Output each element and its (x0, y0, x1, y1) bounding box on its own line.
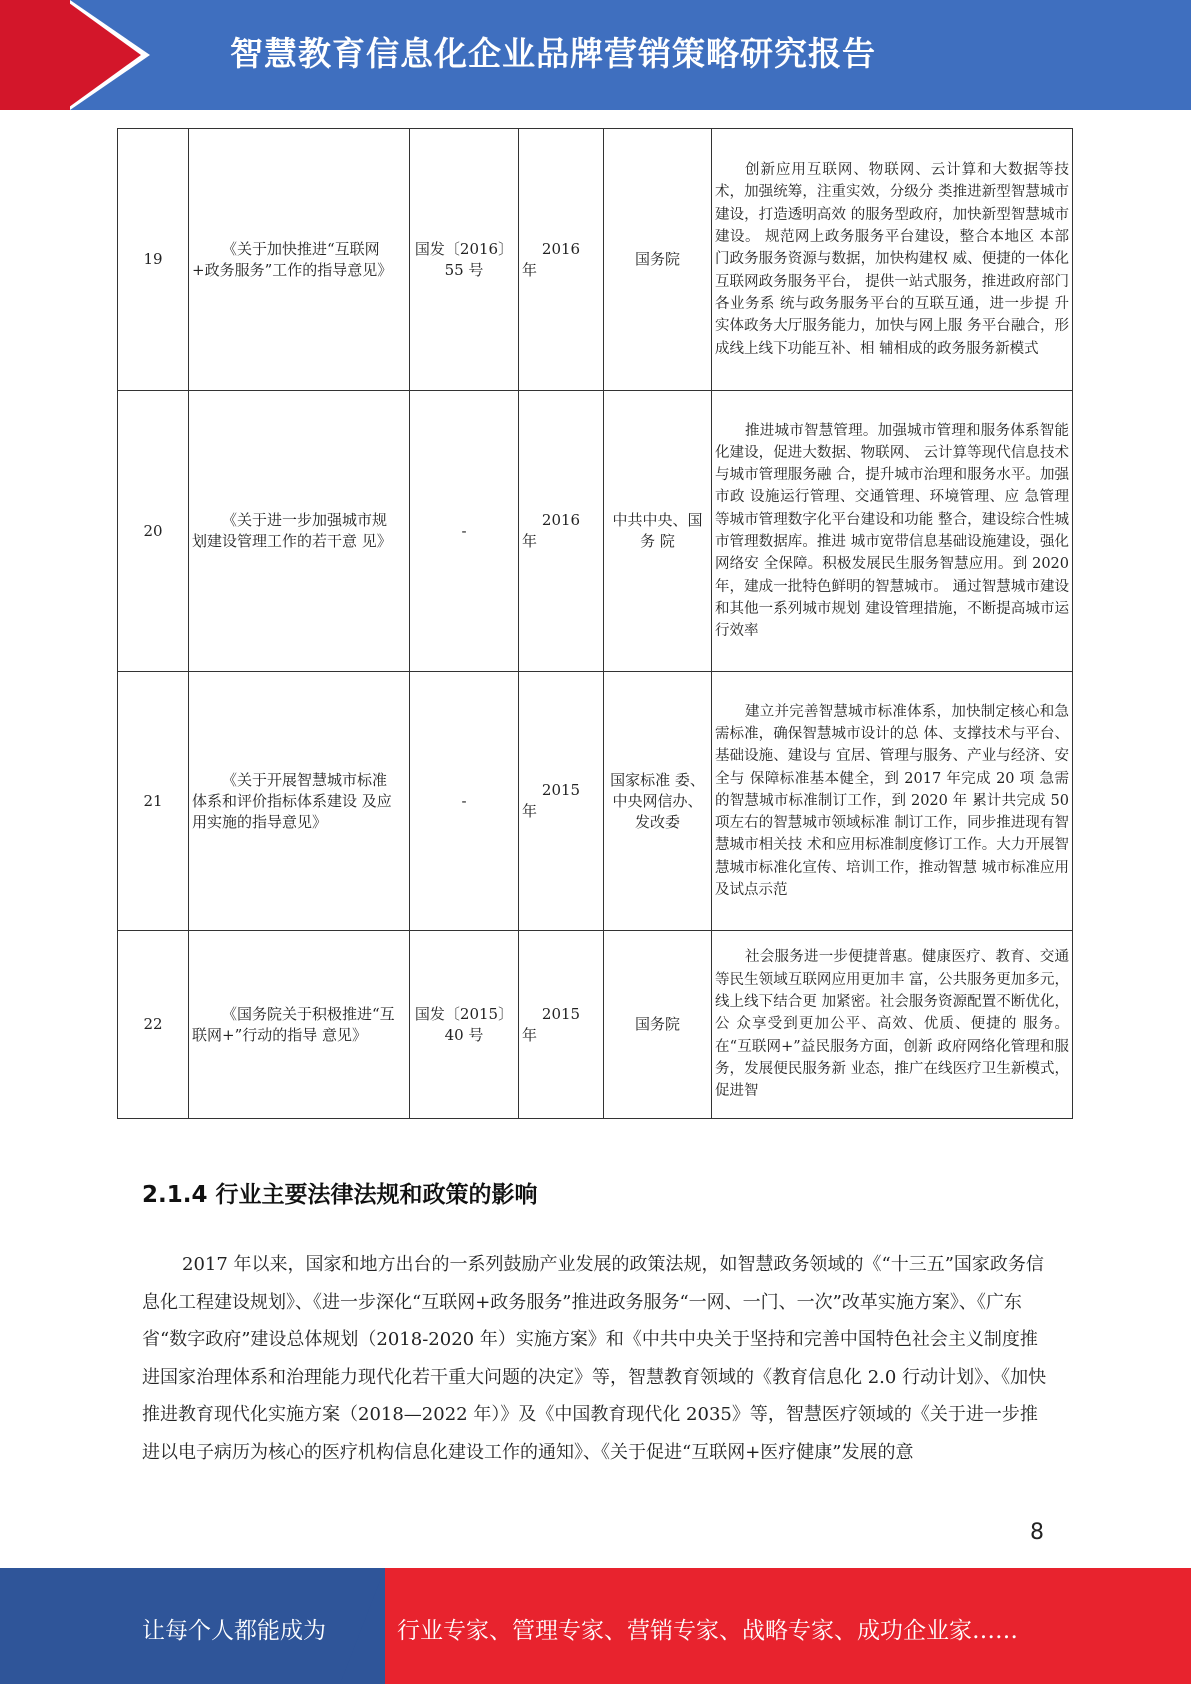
issuing-org: 中共中央、国务 院 (604, 391, 712, 672)
document-number: 国发〔2016〕55 号 (410, 129, 519, 391)
row-number: 21 (118, 672, 189, 931)
issuing-org: 国务院 (604, 129, 712, 391)
table-row (118, 129, 1073, 391)
document-number: 国发〔2015〕40 号 (410, 931, 519, 1119)
policy-name: 《关于加快推进“互联网 +政务服务”工作的指导意见》 (189, 129, 410, 391)
table-row (118, 931, 1073, 1119)
year-cell (519, 931, 604, 1119)
policy-name: 《关于进一步加强城市规 划建设管理工作的若干意 见》 (189, 391, 410, 672)
year-unit: 年 (522, 260, 538, 279)
policy-name: 《国务院关于积极推进“互联网+”行动的指导 意见》 (189, 931, 410, 1119)
policy-content: 推进城市智慧管理。加强城市管理和服务体系智能化建设，促进大数据、物联网、 云计算等现代信息技术与城市管理服务融 合，提升城市治理和服务水平。加强市政 设施运行管理、交通管理、环境管理、应 急管理等城市管理数字化平台建设和功能 整合，建设综合性城市管理数据库。推进 城市宽带信息基础设施建设，强化网络安 全保障。积极发展民生服务智慧应用。到 2020 年，建成一批特色鲜明的智慧城市。 通过智慧城市建设和其他一系列城市规划 建设管理措施，不断提高城市运行效率 (712, 391, 1073, 672)
header-red-block (0, 0, 70, 110)
policy-content: 建立并完善智慧城市标准体系，加快制定核心和急需标准，确保智慧城市设计的总 体、支撑技术与平台、基础设施、建设与 宜居、管理与服务、产业与经济、安全与 保障标准基本健全，到 2017 年完成 20 项 急需的智慧城市标准制订工作，到 2020 年 累计共完成 50 项左右的智慧城市领域标准 制订工作，同步推进现有智慧城市相关技 术和应用标准制度修订工作。大力开展智 慧城市标准化宣传、培训工作，推动智慧 城市标准应用及试点示范 (712, 672, 1073, 931)
year-value: 2016 (541, 511, 581, 529)
row-number: 20 (118, 391, 189, 672)
policy-content: 创新应用互联网、物联网、云计算和大数据等技术，加强统筹，注重实效，分级分 类推进新型智慧城市建设，打造透明高效 的服务型政府，加快新型智慧城市建设。 规范网上政务服务平台建设，整合本地区 本部门政务服务资源与数据，加快构建权 威、便捷的一体化互联网政务服务平台， 提供一站式服务，推进政府部门各业务系 统与政务服务平台的互联互通，进一步提 升实体政务大厅服务能力，加快与网上服 务平台融合，形成线上线下功能互补、相 辅相成的政务服务新模式 (712, 129, 1073, 391)
year-value: 2015 (541, 1004, 581, 1023)
row-number: 22 (118, 931, 189, 1119)
footer-slogan-left: 让每个人都能成为 (142, 1618, 326, 1644)
row-number: 19 (118, 129, 189, 391)
footer-slant (340, 1568, 385, 1684)
body-paragraph: 2017 年以来，国家和地方出台的一系列鼓励产业发展的政策法规，如智慧政务领域的《“十三五”国家政务信息化工程建设规划》、《进一步深化“互联网+政务服务”推进政务服务“一网、一门、一次”改革实施方案》、《广东省“数字政府”建设总体规划（2018-2020 年）实施方案》和《中共中央关于坚持和完善中国特色社会主义制度推进国家治理体系和治理能力现代化若干重大问题的决定》等，智慧教育领域的《教育信息化 2.0 行动计划》、《加快推进教育现代化实施方案（2018—2022 年）》及《中国教育现代化 2035》等，智慧医疗领域的《关于进一步推进以电子病历为核心的医疗机构信息化建设工作的通知》、《关于促进“互联网+医疗健康”发展的意 (142, 1254, 1047, 1463)
report-title: 智慧教育信息化企业品牌营销策略研究报告 (230, 34, 876, 73)
year-unit: 年 (522, 532, 538, 550)
year-cell (519, 672, 604, 931)
year-unit: 年 (522, 802, 538, 820)
document-number: - (410, 391, 519, 672)
year-unit: 年 (522, 1025, 538, 1044)
header-red-chevron (65, 0, 141, 110)
issuing-org: 国务院 (604, 931, 712, 1119)
issuing-org: 国家标准 委、中央网信办、 发改委 (604, 672, 712, 931)
policy-name: 《关于开展智慧城市标准 体系和评价指标体系建设 及应用实施的指导意见》 (189, 672, 410, 931)
year-value: 2016 (541, 239, 581, 258)
year-cell (519, 391, 604, 672)
page-number: 8 (1030, 1520, 1044, 1545)
page-header (0, 0, 1191, 110)
page-footer (0, 1568, 1191, 1684)
table-row (118, 672, 1073, 931)
table-row (118, 391, 1073, 672)
policy-content: 社会服务进一步便捷普惠。健康医疗、教育、交通等民生领域互联网应用更加丰 富，公共服务更加多元，线上线下结合更 加紧密。社会服务资源配置不断优化，公 众享受到更加公平、高效、优质、便捷的 服务。在“互联网+”益民服务方面，创新 政府网络化管理和服务，发展便民服务新 业态，推广在线医疗卫生新模式，促进智 (712, 931, 1073, 1119)
year-value: 2015 (541, 781, 581, 799)
year-cell (519, 129, 604, 391)
document-number: - (410, 672, 519, 931)
section-heading: 2.1.4 行业主要法律法规和政策的影响 (142, 1182, 538, 1208)
policy-table (117, 128, 1073, 1119)
footer-slogan-right: 行业专家、管理专家、营销专家、战略专家、成功企业家…… (397, 1618, 1018, 1644)
